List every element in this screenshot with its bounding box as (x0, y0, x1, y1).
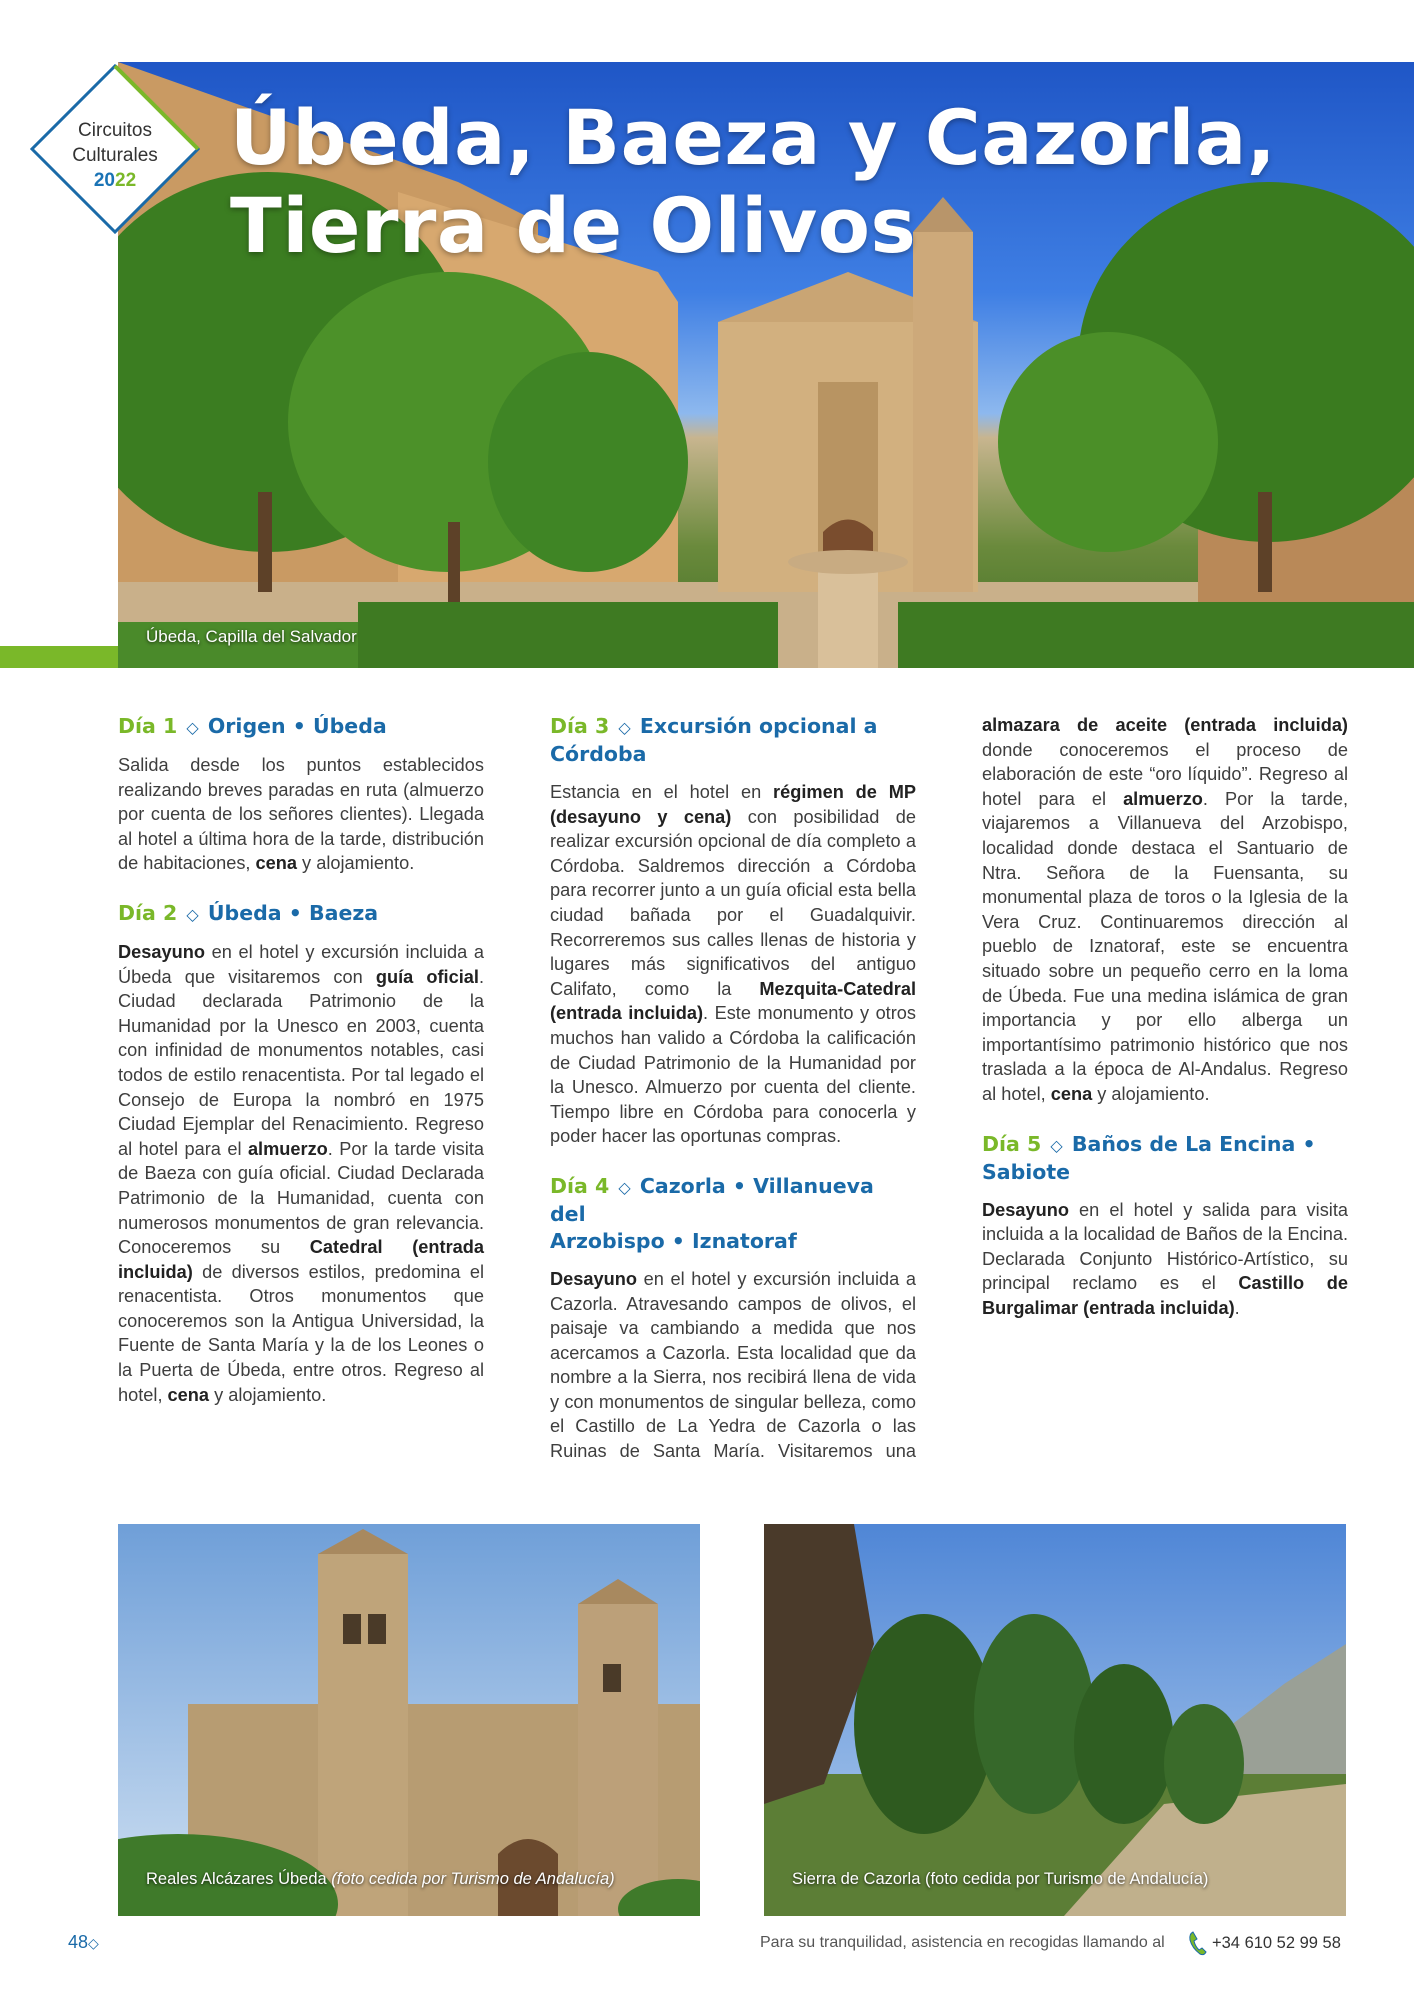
badge-line-2: Culturales (72, 145, 158, 166)
diamond-icon: ◇ (186, 718, 199, 737)
badge-year: 2022 (93, 170, 137, 191)
photo-sierra-cazorla (764, 1524, 1346, 1916)
photo-caption-left: Reales Alcázares Úbeda (foto cedida por Turismo de Andalucía) (146, 1870, 615, 1888)
phone-icon (1188, 1930, 1208, 1956)
page-number: 48◇ (68, 1932, 99, 1952)
photo-reales-alcazares (118, 1524, 700, 1916)
photo-caption-right: Sierra de Cazorla (foto cedida por Turismo de Andalucía) (792, 1870, 1209, 1888)
day-5-heading: Día 5 ◇ Baños de La Encina • Sabiote (982, 1131, 1316, 1184)
diamond-icon: ◇ (1050, 1135, 1063, 1155)
church-photo (118, 1524, 700, 1916)
diamond-icon: ◇ (618, 718, 631, 737)
assistance-text: Para su tranquilidad, asistencia en recogidas llamando al (760, 1934, 1165, 1951)
forest-photo (764, 1524, 1346, 1916)
day-3-text: Estancia en el hotel en régimen de MP (desayuno y cena) con posibilidad de realizar excursión opcional de día completo a Córdoba. Saldremos dirección a Córdoba para recorrer junto a un guía oficial esta bella ciudad bañada por el Guadalquivir. Recorreremos sus calles llenas de historia y lugares más significativos del antiguo Califato, como la Mezquita-Catedral (entrada incluida). Este monumento y otros muchos han valido a Córdoba la calificación de Ciudad Patrimonio de la Humanidad por la Unesco. Almuerzo por cuenta del cliente. Tiempo libre en Córdoba para conocerla y poder hacer las oportunas compras. (550, 782, 916, 1147)
diamond-icon: ◇ (186, 904, 199, 924)
badge-label (30, 118, 200, 193)
diamond-icon: ◇ (618, 1177, 631, 1197)
accent-bar (0, 646, 118, 668)
hero-image (118, 62, 1414, 668)
day-2-text: Desayuno en el hotel y excursión incluida a Úbeda que visitaremos con guía oficial. Ciudad declarada Patrimonio de la Humanidad por la Unesco en 2003, cuenta con infinidad de monumentos notables, casi todos de estilo renacentista. Por tal legado el Consejo de Europa la nombró en 1975 Ciudad Ejemplar del Renacimiento. Regreso al hotel para el almuerzo. Por la tarde visita de Baeza con guía oficial. Ciudad Declarada Patrimonio de la Humanidad, cuenta con numerosos monumentos de gran relevancia. Conoceremos su Catedral (entrada incluida) de diversos estilos, predomina el renacentista. Otros monumentos que conoceremos son la Antigua Universidad, la Fuente de Santa María y la de los Leones o la Puerta de Úbeda, entre otros. Regreso al hotel, cena y alojamiento. (118, 941, 484, 1405)
diamond-icon: ◇ (88, 1935, 99, 1951)
badge-line-1: Circuitos (78, 120, 152, 141)
title-line-1: Úbeda, Baeza y Cazorla, (230, 93, 1277, 182)
itinerary-text (118, 713, 1348, 1473)
title-line-2: Tierra de Olivos (230, 181, 917, 270)
day-1-heading: Día 1 ◇ Origen • Úbeda (118, 714, 387, 738)
day-4-text: Desayuno en el hotel y excursión incluida a Cazorla. Atravesando campos de olivos, el paisaje va cambiando a medida que nos acercamos a Cazorla. Esta localidad que da nombre a la Sierra, nos recibirá llena de vida y con monumentos de singular belleza, como el Castillo de La Yedra de Cazorla o las Ruinas de Santa María. Visitaremos una almazara de aceite (entrada incluida) donde conoceremos el proceso de elaboración de este “oro líquido”. Regreso al hotel para el almuerzo. Por la tarde, viajaremos a Villanueva del Arzobispo, localidad donde destaca el Santuario de Ntra. Señora de la Fuensanta, su monumental plaza de toros o la Iglesia de la Vera Cruz. Continuaremos dirección al pueblo de Iznatoraf, este se encuentra situado sobre un pequeño cerro en la loma de Úbeda. Fue una medina islámica de gran importancia y por ello alberga un importantísimo patrimonio histórico que nos traslada a la época de Al-Andalus. Regreso al hotel, cena y alojamiento. (550, 715, 1348, 1462)
page-title (230, 94, 1276, 270)
hero-caption: Úbeda, Capilla del Salvador (146, 627, 357, 646)
day-2-heading: Día 2 ◇ Úbeda • Baeza (118, 900, 379, 925)
day-1-text: Salida desde los puntos establecidos realizando breves paradas en ruta (almuerzo por cuenta de los señores clientes). Llegada al hotel a última hora de la tarde, distribución de habitaciones, cena y alojamiento. (118, 755, 484, 874)
day-3-heading: Día 3 ◇ Excursión opcional a Córdoba (550, 714, 878, 766)
day-4-heading: Día 4 ◇ Cazorla • Villanueva del Arzobispo • Iznatoraf (550, 1173, 874, 1253)
day-5-text: Desayuno en el hotel y salida para visita incluida a la localidad de Baños de la Encina. Declarada Conjunto Histórico-Artístico, su principal reclamo es el Castillo de Burgalimar (entrada incluida). (982, 1199, 1348, 1318)
phone-number[interactable]: +34 610 52 99 58 (1212, 1934, 1341, 1952)
